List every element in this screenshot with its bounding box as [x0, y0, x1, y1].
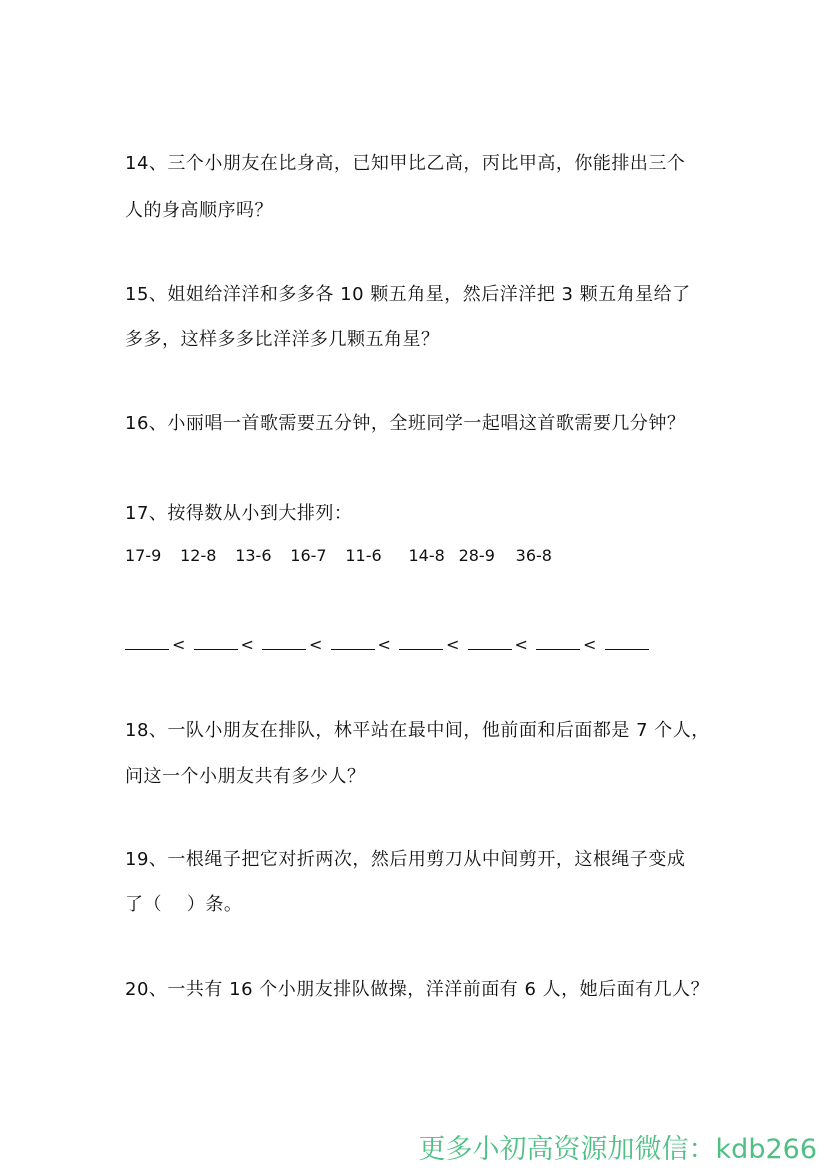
question-16-line-1: 16、小丽唱一首歌需要五分钟，全班同学一起唱这首歌需要几分钟？ — [125, 413, 686, 434]
question-19-line-2: 了（ ）条。 — [125, 894, 243, 915]
answer-blank[interactable] — [262, 633, 306, 650]
answer-blank[interactable] — [468, 633, 512, 650]
answer-blank[interactable] — [194, 633, 238, 650]
question-17-line-1: 17、按得数从小到大排列： — [125, 503, 353, 524]
less-than-sign: < — [583, 635, 597, 654]
question-18-line-2: 问这一个小朋友共有多少人？ — [125, 766, 366, 787]
question-19-line-1: 19、一根绳子把它对折两次，然后用剪刀从中间剪开，这根绳子变成 — [125, 849, 686, 870]
question-14-line-1: 14、三个小朋友在比身高，已知甲比乙高，丙比甲高，你能排出三个 — [125, 153, 686, 174]
less-than-sign: < — [309, 635, 323, 654]
expression-item: 28-9 — [458, 546, 495, 565]
answer-blank[interactable] — [125, 633, 169, 650]
question-17-expressions — [125, 545, 566, 567]
answer-blank[interactable] — [536, 633, 580, 650]
less-than-sign: < — [172, 635, 186, 654]
expression-item: 17-9 — [125, 546, 162, 565]
expression-item: 14-8 — [408, 546, 445, 565]
expression-item: 12-8 — [180, 546, 217, 565]
less-than-sign: < — [446, 635, 460, 654]
expression-item: 16-7 — [290, 546, 327, 565]
question-18-line-1: 18、一队小朋友在排队，林平站在最中间，他前面和后面都是 7 个人， — [125, 720, 710, 741]
question-15-line-2: 多多，这样多多比洋洋多几颗五角星？ — [125, 329, 440, 350]
question-14-line-2: 人的身高顺序吗？ — [125, 200, 273, 221]
expression-item: 11-6 — [345, 546, 382, 565]
expression-item: 36-8 — [515, 546, 552, 565]
answer-blank[interactable] — [605, 633, 649, 650]
question-17-answer-blanks — [125, 633, 649, 656]
question-15-line-1: 15、姐姐给洋洋和多多各 10 颗五角星，然后洋洋把 3 颗五角星给了 — [125, 284, 691, 305]
less-than-sign: < — [377, 635, 391, 654]
answer-blank[interactable] — [399, 633, 443, 650]
answer-blank[interactable] — [331, 633, 375, 650]
footer-watermark: 更多小初高资源加微信：kdb266 — [418, 1134, 817, 1165]
less-than-sign: < — [514, 635, 528, 654]
expression-item: 13-6 — [235, 546, 272, 565]
less-than-sign: < — [240, 635, 254, 654]
question-20-line-1: 20、一共有 16 个小朋友排队做操，洋洋前面有 6 人，她后面有几人？ — [125, 979, 710, 1000]
